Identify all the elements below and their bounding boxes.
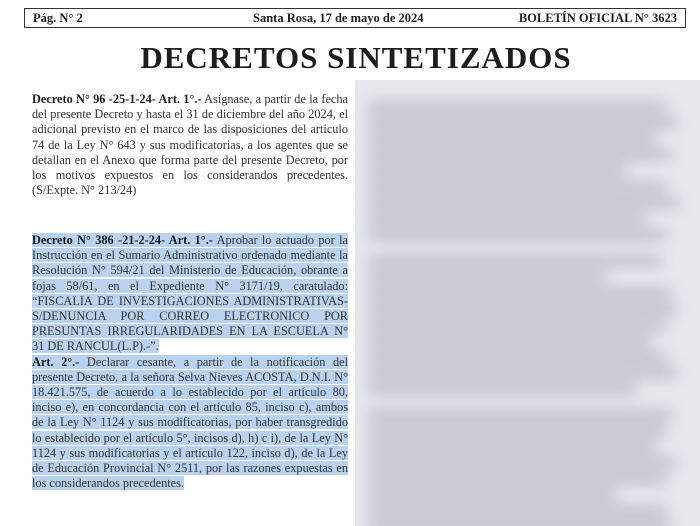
decree-96-heading: Decreto N° 96 -25-1-24- Art. 1°.- <box>32 92 202 106</box>
page-header <box>24 8 686 28</box>
redacted-line <box>367 150 672 160</box>
redacted-line <box>367 352 667 362</box>
redacted-line <box>367 506 667 516</box>
redacted-line <box>367 522 672 526</box>
decree-386-art1-text: Aprobar lo actuado por la Instrucción en el Sumario Administrativo ordenado mediante la Resolución N° 594/21 del Ministerio de Educación, obrante a fojas 58/61, en el Expediente N° 3171/19, caratulado: “FISCALIA DE INVESTIGACIONES ADMINISTRATIVAS-S/DENUNCIA POR CORREO ELECTRONICO POR PRESUNTAS IRREGULARIDADES EN LA ESCUELA N° 31 DE RANCUL(L.P).-”. <box>32 233 348 354</box>
redacted-line <box>367 442 657 452</box>
redacted-line <box>367 134 657 144</box>
decree-96-block <box>32 92 348 198</box>
redacted-line <box>367 118 677 128</box>
redacted-line <box>367 474 667 484</box>
redacted-line <box>367 166 627 176</box>
redacted-line <box>367 182 667 192</box>
decree-386-art2-text: Declarar cesante, a partir de la notificación del presente Decreto, a la señora Selva Nieves ACOSTA, D.N.I. N° 18.421.575, de acuerdo a lo establecido por el artículo 80, inciso e), en concordancia con el artículo 85, inciso c), ambos de la Ley N° 1124 y sus modificatorias, por haber transgredido lo establecido por el artículo 5°, incisos d), h) c i), de la Ley N° 1124 y sus modificatorias y el artículo 122, inciso d), de la Ley de Educación Provincial N° 2511, por las razones expuestas en los considerandos precedentes. <box>32 354 348 491</box>
decree-386-art2 <box>32 355 348 492</box>
redacted-line <box>367 288 672 298</box>
redacted-line <box>367 256 662 266</box>
bulletin-number: BOLETÍN OFICIAL N° 3623 <box>518 11 677 25</box>
decree-96-text: Asígnase, a partir de la fecha del presente Decreto y hasta el 31 de diciembre del año 2024, el adicional previsto en el marco de las disposiciones del artículo 74 de la Ley N° 643 y sus modificatorias, a los agentes que se detallan en el Anexo que forma parte del presente Decreto, por los motivos expuestos en los considerandos precedentes. (S/Expte. N° 213/24) <box>32 92 349 198</box>
redacted-line <box>367 458 677 468</box>
redacted-line <box>367 304 677 314</box>
page-number: Pág. N° 2 <box>33 11 83 25</box>
section-title: DECRETOS SINTETIZADOS <box>140 40 572 75</box>
redacted-column <box>355 80 700 526</box>
decree-96-paragraph <box>32 92 348 198</box>
redacted-line <box>367 336 652 346</box>
redacted-text-lines <box>355 80 700 526</box>
redacted-line <box>367 320 667 330</box>
redacted-line <box>367 368 677 378</box>
redacted-line <box>367 410 672 420</box>
redacted-line <box>367 490 617 500</box>
redacted-line <box>367 230 667 240</box>
decree-386-art1 <box>32 233 348 355</box>
decree-386-block[interactable] <box>32 233 348 491</box>
redacted-line <box>367 426 667 436</box>
publication-date: Santa Rosa, 17 de mayo de 2024 <box>253 11 424 25</box>
decree-386-art2-heading: Art. 2°.- <box>32 354 80 369</box>
redacted-line <box>367 214 647 224</box>
redacted-line <box>367 102 667 112</box>
redacted-line <box>367 198 679 208</box>
redacted-line <box>367 272 607 282</box>
redacted-line <box>367 384 637 394</box>
decree-386-heading: Decreto N° 386 -21-2-24- Art. 1°.- <box>32 233 213 247</box>
